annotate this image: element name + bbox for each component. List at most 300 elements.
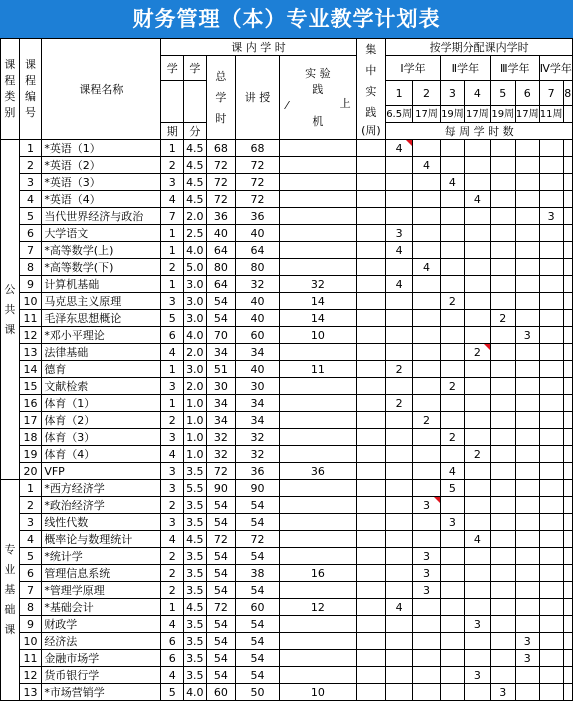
weekly-hours-sem-1 [386,480,413,497]
table-row [1,327,573,344]
course-lab-hours [280,412,357,429]
table-row [1,463,573,480]
course-lab-hours [280,650,357,667]
course-total-hours: 72 [206,191,235,208]
weekly-hours-sem-4 [464,497,490,514]
course-credit: 4.0 [183,684,206,701]
weekly-hours-sem-4 [464,684,490,701]
course-name: 文献检索 [42,378,161,395]
course-name: 管理信息系统 [42,565,161,582]
header-term-top: 学 [161,56,183,81]
weekly-hours-sem-7 [539,463,563,480]
weekly-hours-sem-2 [413,344,441,361]
course-number: 18 [19,429,42,446]
weekly-hours-sem-1 [386,548,413,565]
course-total-hours: 54 [206,548,235,565]
header-semester-group: 按学期分配课内学时 [386,39,573,56]
weekly-hours-sem-6 [515,429,539,446]
course-number: 3 [19,514,42,531]
header-sem-7: 7 [539,81,563,106]
weekly-hours-sem-6 [515,174,539,191]
table-row [1,616,573,633]
course-number: 20 [19,463,42,480]
weekly-hours-sem-6 [515,395,539,412]
table-row [1,531,573,548]
weekly-hours-sem-1 [386,565,413,582]
header-total: 总学时 [206,56,235,140]
course-name: 财政学 [42,616,161,633]
header-weeks-8 [563,106,572,123]
weekly-hours-sem-2 [413,208,441,225]
weekly-hours-sem-4: 3 [464,667,490,684]
weekly-hours-sem-7 [539,599,563,616]
course-term: 7 [161,208,183,225]
course-lecture-hours: 54 [235,582,279,599]
weekly-hours-sem-5 [490,276,515,293]
course-credit: 3.5 [183,616,206,633]
course-lecture-hours: 54 [235,667,279,684]
weekly-hours-sem-1 [386,412,413,429]
course-term: 3 [161,174,183,191]
weekly-hours-sem-4 [464,514,490,531]
weekly-hours-sem-5 [490,429,515,446]
course-term: 3 [161,480,183,497]
weekly-hours-sem-2 [413,633,441,650]
weekly-hours-sem-6 [515,480,539,497]
course-lecture-hours: 72 [235,174,279,191]
weekly-hours-sem-7 [539,412,563,429]
course-lab-hours [280,582,357,599]
course-lecture-hours: 64 [235,242,279,259]
course-credit: 3.0 [183,276,206,293]
course-lab-hours [280,633,357,650]
weekly-hours-sem-8 [563,514,572,531]
weekly-hours-sem-1 [386,378,413,395]
table-row [1,378,573,395]
course-total-hours: 34 [206,395,235,412]
weekly-hours-sem-4 [464,650,490,667]
course-total-hours: 64 [206,276,235,293]
weekly-hours-sem-5 [490,361,515,378]
course-credit: 4.5 [183,174,206,191]
course-credit: 3.5 [183,463,206,480]
weekly-hours-sem-3 [440,633,464,650]
course-name: VFP [42,463,161,480]
course-lecture-hours: 40 [235,293,279,310]
weekly-hours-sem-5 [490,531,515,548]
weekly-hours-sem-8 [563,599,572,616]
weekly-hours-sem-2 [413,242,441,259]
course-credit: 2.5 [183,225,206,242]
weekly-hours-sem-3 [440,531,464,548]
header-lab: 实 验 践 ⁄ 上 机 [280,56,357,140]
course-credit: 2.0 [183,208,206,225]
course-intensive [356,497,386,514]
header-intensive: 集中实践 (周) [356,39,386,140]
course-lab-hours [280,480,357,497]
weekly-hours-sem-1 [386,497,413,514]
course-lab-hours [280,259,357,276]
table-row [1,480,573,497]
weekly-hours-sem-6 [515,565,539,582]
header-weekly: 每 周 学 时 数 [386,123,573,140]
weekly-hours-sem-3 [440,565,464,582]
weekly-hours-sem-3: 3 [440,514,464,531]
weekly-hours-sem-3 [440,582,464,599]
course-total-hours: 80 [206,259,235,276]
weekly-hours-sem-4 [464,242,490,259]
weekly-hours-sem-1 [386,446,413,463]
course-term: 1 [161,242,183,259]
course-intensive [356,480,386,497]
weekly-hours-sem-7 [539,429,563,446]
weekly-hours-sem-6 [515,242,539,259]
weekly-hours-sem-1 [386,293,413,310]
course-lecture-hours: 40 [235,225,279,242]
weekly-hours-sem-7 [539,378,563,395]
weekly-hours-sem-3 [440,259,464,276]
course-credit: 3.5 [183,667,206,684]
course-term: 1 [161,225,183,242]
course-total-hours: 54 [206,633,235,650]
weekly-hours-sem-3 [440,599,464,616]
weekly-hours-sem-1 [386,463,413,480]
course-credit: 4.5 [183,140,206,157]
weekly-hours-sem-8 [563,582,572,599]
course-intensive [356,276,386,293]
weekly-hours-sem-5 [490,514,515,531]
course-name: *高等数学(上) [42,242,161,259]
course-name: *英语（2） [42,157,161,174]
course-total-hours: 90 [206,480,235,497]
weekly-hours-sem-3: 4 [440,174,464,191]
weekly-hours-sem-7 [539,565,563,582]
course-credit: 5.0 [183,259,206,276]
weekly-hours-sem-5: 3 [490,684,515,701]
weekly-hours-sem-4: 4 [464,191,490,208]
weekly-hours-sem-7 [539,157,563,174]
course-credit: 4.5 [183,531,206,548]
course-term: 3 [161,514,183,531]
course-lab-hours: 36 [280,463,357,480]
weekly-hours-sem-1: 4 [386,599,413,616]
weekly-hours-sem-7 [539,633,563,650]
weekly-hours-sem-6 [515,361,539,378]
weekly-hours-sem-2: 4 [413,259,441,276]
weekly-hours-sem-3 [440,361,464,378]
course-credit: 3.5 [183,548,206,565]
course-term: 2 [161,497,183,514]
weekly-hours-sem-8 [563,633,572,650]
weekly-hours-sem-1 [386,684,413,701]
table-row [1,242,573,259]
course-intensive [356,548,386,565]
weekly-hours-sem-8 [563,310,572,327]
course-lab-hours [280,548,357,565]
course-total-hours: 34 [206,412,235,429]
course-name: 马克思主义原理 [42,293,161,310]
course-term: 3 [161,429,183,446]
course-lecture-hours: 90 [235,480,279,497]
weekly-hours-sem-2: 3 [413,497,441,514]
weekly-hours-sem-8 [563,208,572,225]
weekly-hours-sem-4 [464,633,490,650]
course-intensive [356,140,386,157]
course-name: 体育（3） [42,429,161,446]
course-term: 2 [161,582,183,599]
course-number: 5 [19,548,42,565]
course-intensive [356,361,386,378]
weekly-hours-sem-8 [563,242,572,259]
course-lecture-hours: 40 [235,310,279,327]
course-term: 6 [161,327,183,344]
weekly-hours-sem-4 [464,174,490,191]
weekly-hours-sem-4: 2 [464,446,490,463]
course-term: 5 [161,684,183,701]
course-intensive [356,667,386,684]
course-lecture-hours: 40 [235,361,279,378]
course-name: *英语（1） [42,140,161,157]
header-sem-4: 4 [464,81,490,106]
weekly-hours-sem-8 [563,378,572,395]
weekly-hours-sem-3 [440,140,464,157]
weekly-hours-sem-5 [490,293,515,310]
weekly-hours-sem-8 [563,480,572,497]
weekly-hours-sem-3 [440,684,464,701]
weekly-hours-sem-6 [515,684,539,701]
course-total-hours: 68 [206,140,235,157]
header-year-3: Ⅲ学年 [490,56,539,81]
weekly-hours-sem-3: 2 [440,293,464,310]
weekly-hours-sem-8 [563,565,572,582]
weekly-hours-sem-6 [515,276,539,293]
weekly-hours-sem-5 [490,259,515,276]
table-row [1,429,573,446]
course-lab-hours: 14 [280,310,357,327]
weekly-hours-sem-8 [563,429,572,446]
weekly-hours-sem-5 [490,650,515,667]
weekly-hours-sem-8 [563,650,572,667]
course-lab-hours: 32 [280,276,357,293]
weekly-hours-sem-2 [413,446,441,463]
course-intensive [356,259,386,276]
course-credit: 1.0 [183,395,206,412]
header-lecture: 讲 授 [235,56,279,140]
weekly-hours-sem-7 [539,548,563,565]
weekly-hours-sem-1: 4 [386,140,413,157]
course-term: 1 [161,599,183,616]
table-row [1,259,573,276]
weekly-hours-sem-2: 4 [413,157,441,174]
weekly-hours-sem-6 [515,599,539,616]
weekly-hours-sem-8 [563,684,572,701]
weekly-hours-sem-2: 3 [413,548,441,565]
weekly-hours-sem-2 [413,616,441,633]
weekly-hours-sem-2: 3 [413,582,441,599]
weekly-hours-sem-2 [413,395,441,412]
weekly-hours-sem-1: 4 [386,276,413,293]
weekly-hours-sem-7 [539,140,563,157]
weekly-hours-sem-3 [440,208,464,225]
weekly-hours-sem-8 [563,140,572,157]
course-number: 5 [19,208,42,225]
weekly-hours-sem-3 [440,650,464,667]
course-name: *管理学原理 [42,582,161,599]
course-lecture-hours: 60 [235,599,279,616]
course-term: 2 [161,157,183,174]
course-credit: 1.0 [183,446,206,463]
weekly-hours-sem-6 [515,259,539,276]
course-name: *英语（4） [42,191,161,208]
course-total-hours: 51 [206,361,235,378]
course-total-hours: 72 [206,463,235,480]
weekly-hours-sem-8 [563,191,572,208]
weekly-hours-sem-6 [515,293,539,310]
header-sem-5: 5 [490,81,515,106]
weekly-hours-sem-7 [539,361,563,378]
course-term: 2 [161,548,183,565]
weekly-hours-sem-3 [440,395,464,412]
weekly-hours-sem-2 [413,531,441,548]
course-term: 6 [161,633,183,650]
table-row [1,599,573,616]
course-name: 概率论与数理统计 [42,531,161,548]
course-number: 10 [19,633,42,650]
weekly-hours-sem-6 [515,531,539,548]
weekly-hours-sem-5 [490,616,515,633]
course-term: 1 [161,140,183,157]
table-row [1,225,573,242]
weekly-hours-sem-6: 3 [515,650,539,667]
weekly-hours-sem-4 [464,361,490,378]
weekly-hours-sem-4: 2 [464,344,490,361]
course-name: 当代世界经济与政治 [42,208,161,225]
weekly-hours-sem-4 [464,395,490,412]
course-total-hours: 72 [206,174,235,191]
header-weeks-2: 17周 [413,106,441,123]
course-name: 经济法 [42,633,161,650]
weekly-hours-sem-5 [490,191,515,208]
weekly-hours-sem-8 [563,548,572,565]
weekly-hours-sem-3 [440,242,464,259]
weekly-hours-sem-8 [563,293,572,310]
weekly-hours-sem-2 [413,276,441,293]
weekly-hours-sem-1 [386,191,413,208]
weekly-hours-sem-6 [515,157,539,174]
course-credit: 3.5 [183,633,206,650]
weekly-hours-sem-5 [490,446,515,463]
weekly-hours-sem-1 [386,327,413,344]
weekly-hours-sem-4: 3 [464,616,490,633]
weekly-hours-sem-5 [490,140,515,157]
weekly-hours-sem-3 [440,191,464,208]
weekly-hours-sem-7 [539,684,563,701]
course-credit: 3.0 [183,293,206,310]
weekly-hours-sem-5 [490,242,515,259]
weekly-hours-sem-2 [413,140,441,157]
course-lecture-hours: 54 [235,633,279,650]
course-number: 17 [19,412,42,429]
weekly-hours-sem-1 [386,616,413,633]
course-lecture-hours: 34 [235,344,279,361]
header-term-bottom: 期 [161,123,183,140]
table-row [1,140,573,157]
header-credit-bottom: 分 [183,123,206,140]
weekly-hours-sem-8 [563,327,572,344]
weekly-hours-sem-6 [515,548,539,565]
course-total-hours: 54 [206,616,235,633]
course-intensive [356,582,386,599]
weekly-hours-sem-6 [515,667,539,684]
header-year-2: Ⅱ学年 [440,56,490,81]
course-number: 12 [19,667,42,684]
course-name: 体育（1） [42,395,161,412]
weekly-hours-sem-1: 3 [386,225,413,242]
weekly-hours-sem-4 [464,480,490,497]
course-total-hours: 54 [206,667,235,684]
course-lecture-hours: 54 [235,497,279,514]
course-intensive [356,565,386,582]
weekly-hours-sem-5: 2 [490,310,515,327]
weekly-hours-sem-2: 3 [413,565,441,582]
weekly-hours-sem-6 [515,497,539,514]
weekly-hours-sem-7 [539,174,563,191]
course-lab-hours [280,378,357,395]
header-category: 课程类别 [1,39,20,140]
course-number: 6 [19,225,42,242]
weekly-hours-sem-1 [386,667,413,684]
course-number: 8 [19,259,42,276]
header-name: 课程名称 [42,39,161,140]
course-total-hours: 72 [206,157,235,174]
table-row [1,276,573,293]
table-row [1,344,573,361]
weekly-hours-sem-3: 5 [440,480,464,497]
course-name: *基础会计 [42,599,161,616]
course-lab-hours [280,344,357,361]
course-total-hours: 60 [206,684,235,701]
course-name: 体育（4） [42,446,161,463]
weekly-hours-sem-1 [386,259,413,276]
course-lab-hours: 11 [280,361,357,378]
course-number: 9 [19,616,42,633]
course-lecture-hours: 30 [235,378,279,395]
weekly-hours-sem-2 [413,650,441,667]
header-sem-8: 8 [563,81,572,106]
weekly-hours-sem-8 [563,276,572,293]
course-number: 16 [19,395,42,412]
course-number: 12 [19,327,42,344]
weekly-hours-sem-6 [515,463,539,480]
weekly-hours-sem-7 [539,310,563,327]
header-weeks-5: 19周 [490,106,515,123]
course-name: *市场营销学 [42,684,161,701]
weekly-hours-sem-4 [464,140,490,157]
course-intensive [356,650,386,667]
category-label: 专业基础课 [1,480,20,701]
course-lecture-hours: 32 [235,429,279,446]
weekly-hours-sem-8 [563,463,572,480]
header-weeks-1: 6.5周 [386,106,413,123]
course-intensive [356,174,386,191]
course-intensive [356,531,386,548]
course-name: 计算机基础 [42,276,161,293]
course-intensive [356,191,386,208]
table-row [1,497,573,514]
course-lab-hours: 12 [280,599,357,616]
weekly-hours-sem-6 [515,344,539,361]
weekly-hours-sem-7 [539,293,563,310]
